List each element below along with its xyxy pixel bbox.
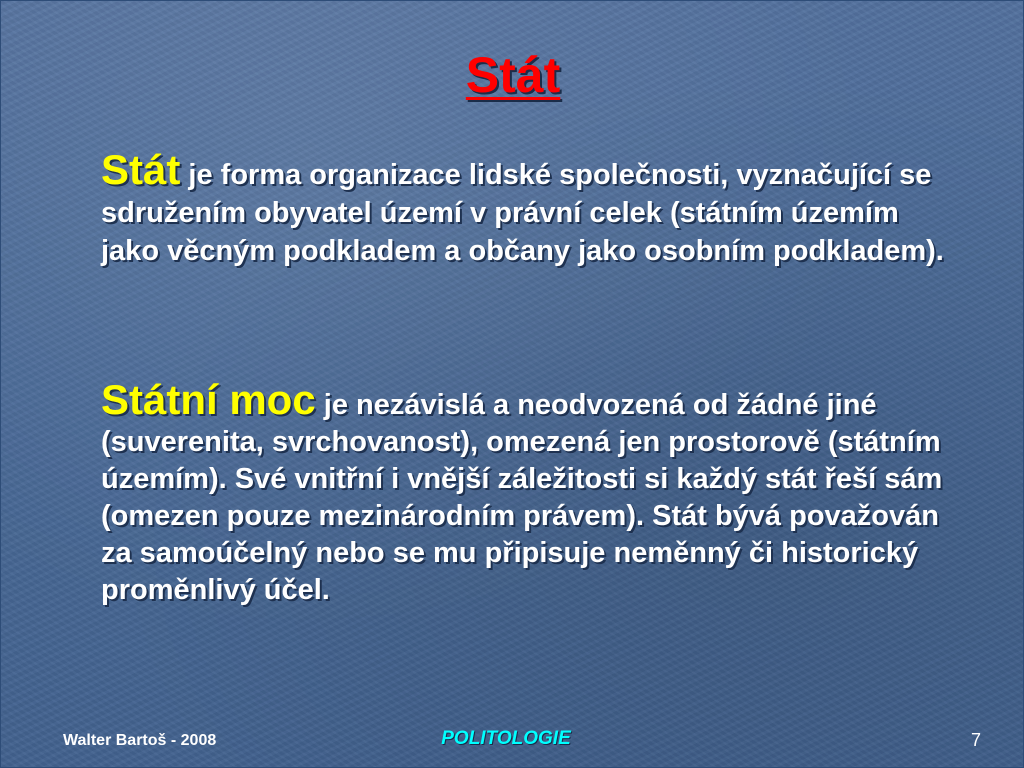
footer-page-number: 7: [970, 730, 981, 750]
term-state-power: Státní moc: [101, 376, 316, 423]
footer-subject: POLITOLOGIE: [441, 728, 571, 749]
definition-paragraph-state-power: [101, 376, 961, 609]
definition-paragraph-state: [101, 146, 961, 270]
term-state: Stát: [101, 146, 181, 193]
definition-text-state: je forma organizace lidské společnosti, vyznačující se sdružením obyvatel území v právní celek (státním územím jako věcným podkladem a občany jako osobním podkladem).: [101, 159, 944, 267]
slide-title: Stát: [465, 47, 561, 103]
definition-text-state-power: je nezávislá a neodvozená od žádné jiné (suverenita, svrchovanost), omezená jen prostorově (státním územím). Své vnitřní i vnější záležitosti si každý stát řeší sám (omezen pouze mezinárodním právem). Stát bývá považován za samoúčelný nebo se mu připisuje neměnný či historický proměnlivý účel.: [101, 389, 943, 606]
footer-author: Walter Bartoš - 2008: [63, 732, 217, 749]
